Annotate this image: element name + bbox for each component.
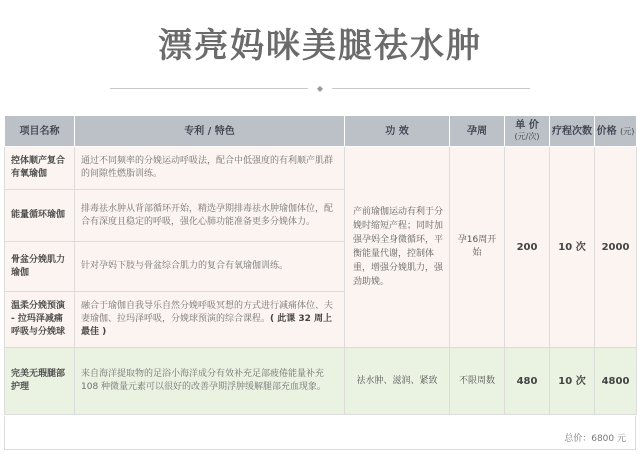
divider-line-right (332, 88, 530, 89)
table-row (5, 147, 637, 190)
row-feature-note: ( 此课 32 周上最佳 ) (81, 314, 333, 337)
header-course: 疗程次数 (550, 116, 595, 147)
table-row (5, 348, 637, 415)
group1-effect: 产前瑜伽运动有利于分娩时缩短产程；同时加强孕妈全身微循环，平衡能量代谢，控制体重，增强分娩肌力，强劲助娩。 (345, 147, 450, 348)
group2-course: 10 次 (550, 348, 595, 415)
header-price-sub: (元) (620, 126, 635, 136)
group1-price: 2000 (595, 147, 637, 348)
group1-unit-price: 200 (505, 147, 550, 348)
group2-effect: 祛水肿、滋润、紧致 (345, 348, 450, 415)
header-unit-price (505, 116, 550, 147)
group2-price: 4800 (595, 348, 637, 415)
table-footer (4, 416, 636, 450)
page-title: 漂亮妈咪美腿祛水肿 (158, 26, 482, 66)
header-price-label: 价格 (596, 125, 617, 137)
row-feature: 针对孕妈下肢与骨盆综合肌力的复合有氧瑜伽训练。 (75, 242, 345, 292)
row-feature: 排毒祛水肿从背部循环开始，精选孕期排毒祛水肿瑜伽体位，配合有深度且稳定的呼吸，强化心肺功能准备更多分娩体力。 (75, 190, 345, 242)
table-header-row (5, 116, 637, 147)
header-unit-price-sub: (元/次) (514, 132, 540, 141)
group2-unit-price: 480 (505, 348, 550, 415)
header-unit-price-label: 单 价 (515, 120, 539, 131)
divider-ornament: ◆ (316, 84, 324, 93)
group1-week: 孕16周开始 (450, 147, 505, 348)
row-name: 骨盆分娩肌力瑜伽 (5, 242, 75, 292)
header-week: 孕周 (450, 116, 505, 147)
title-divider (110, 84, 530, 94)
row-feature-text: 融合于瑜伽自我导乐自然分娩呼吸冥想的方式进行减痛体位、夫妻瑜伽、拉玛泽呼吸，分娩球预演的综合课程。 (81, 301, 334, 324)
row-feature (75, 292, 345, 348)
header-price (595, 116, 637, 147)
row-name: 完美无瑕腿部护理 (5, 348, 75, 415)
row-feature: 来自海洋提取物的足浴小海洋成分有效补充足部疲倦能量补充 108 种微量元素可以很好的改善孕期浮肿缓解腿部充血现象。 (75, 348, 345, 415)
header-name: 项目名称 (5, 116, 75, 147)
group1-course: 10 次 (550, 147, 595, 348)
total-price: 总价：6800 元 (564, 434, 626, 444)
row-name: 温柔分娩预演 - 拉玛泽减痛呼吸与分娩球 (5, 292, 75, 348)
divider-line-left (110, 88, 308, 89)
price-table (4, 115, 637, 415)
row-feature: 通过不同频率的分娩运动呼吸法，配合中低强度的有利顺产肌群的间隙性燃脂训练。 (75, 147, 345, 190)
header-feature: 专利 / 特色 (75, 116, 345, 147)
header-effect: 功 效 (345, 116, 450, 147)
row-name: 控体顺产复合有氧瑜伽 (5, 147, 75, 190)
row-name: 能量循环瑜伽 (5, 190, 75, 242)
group2-week: 不限周数 (450, 348, 505, 415)
